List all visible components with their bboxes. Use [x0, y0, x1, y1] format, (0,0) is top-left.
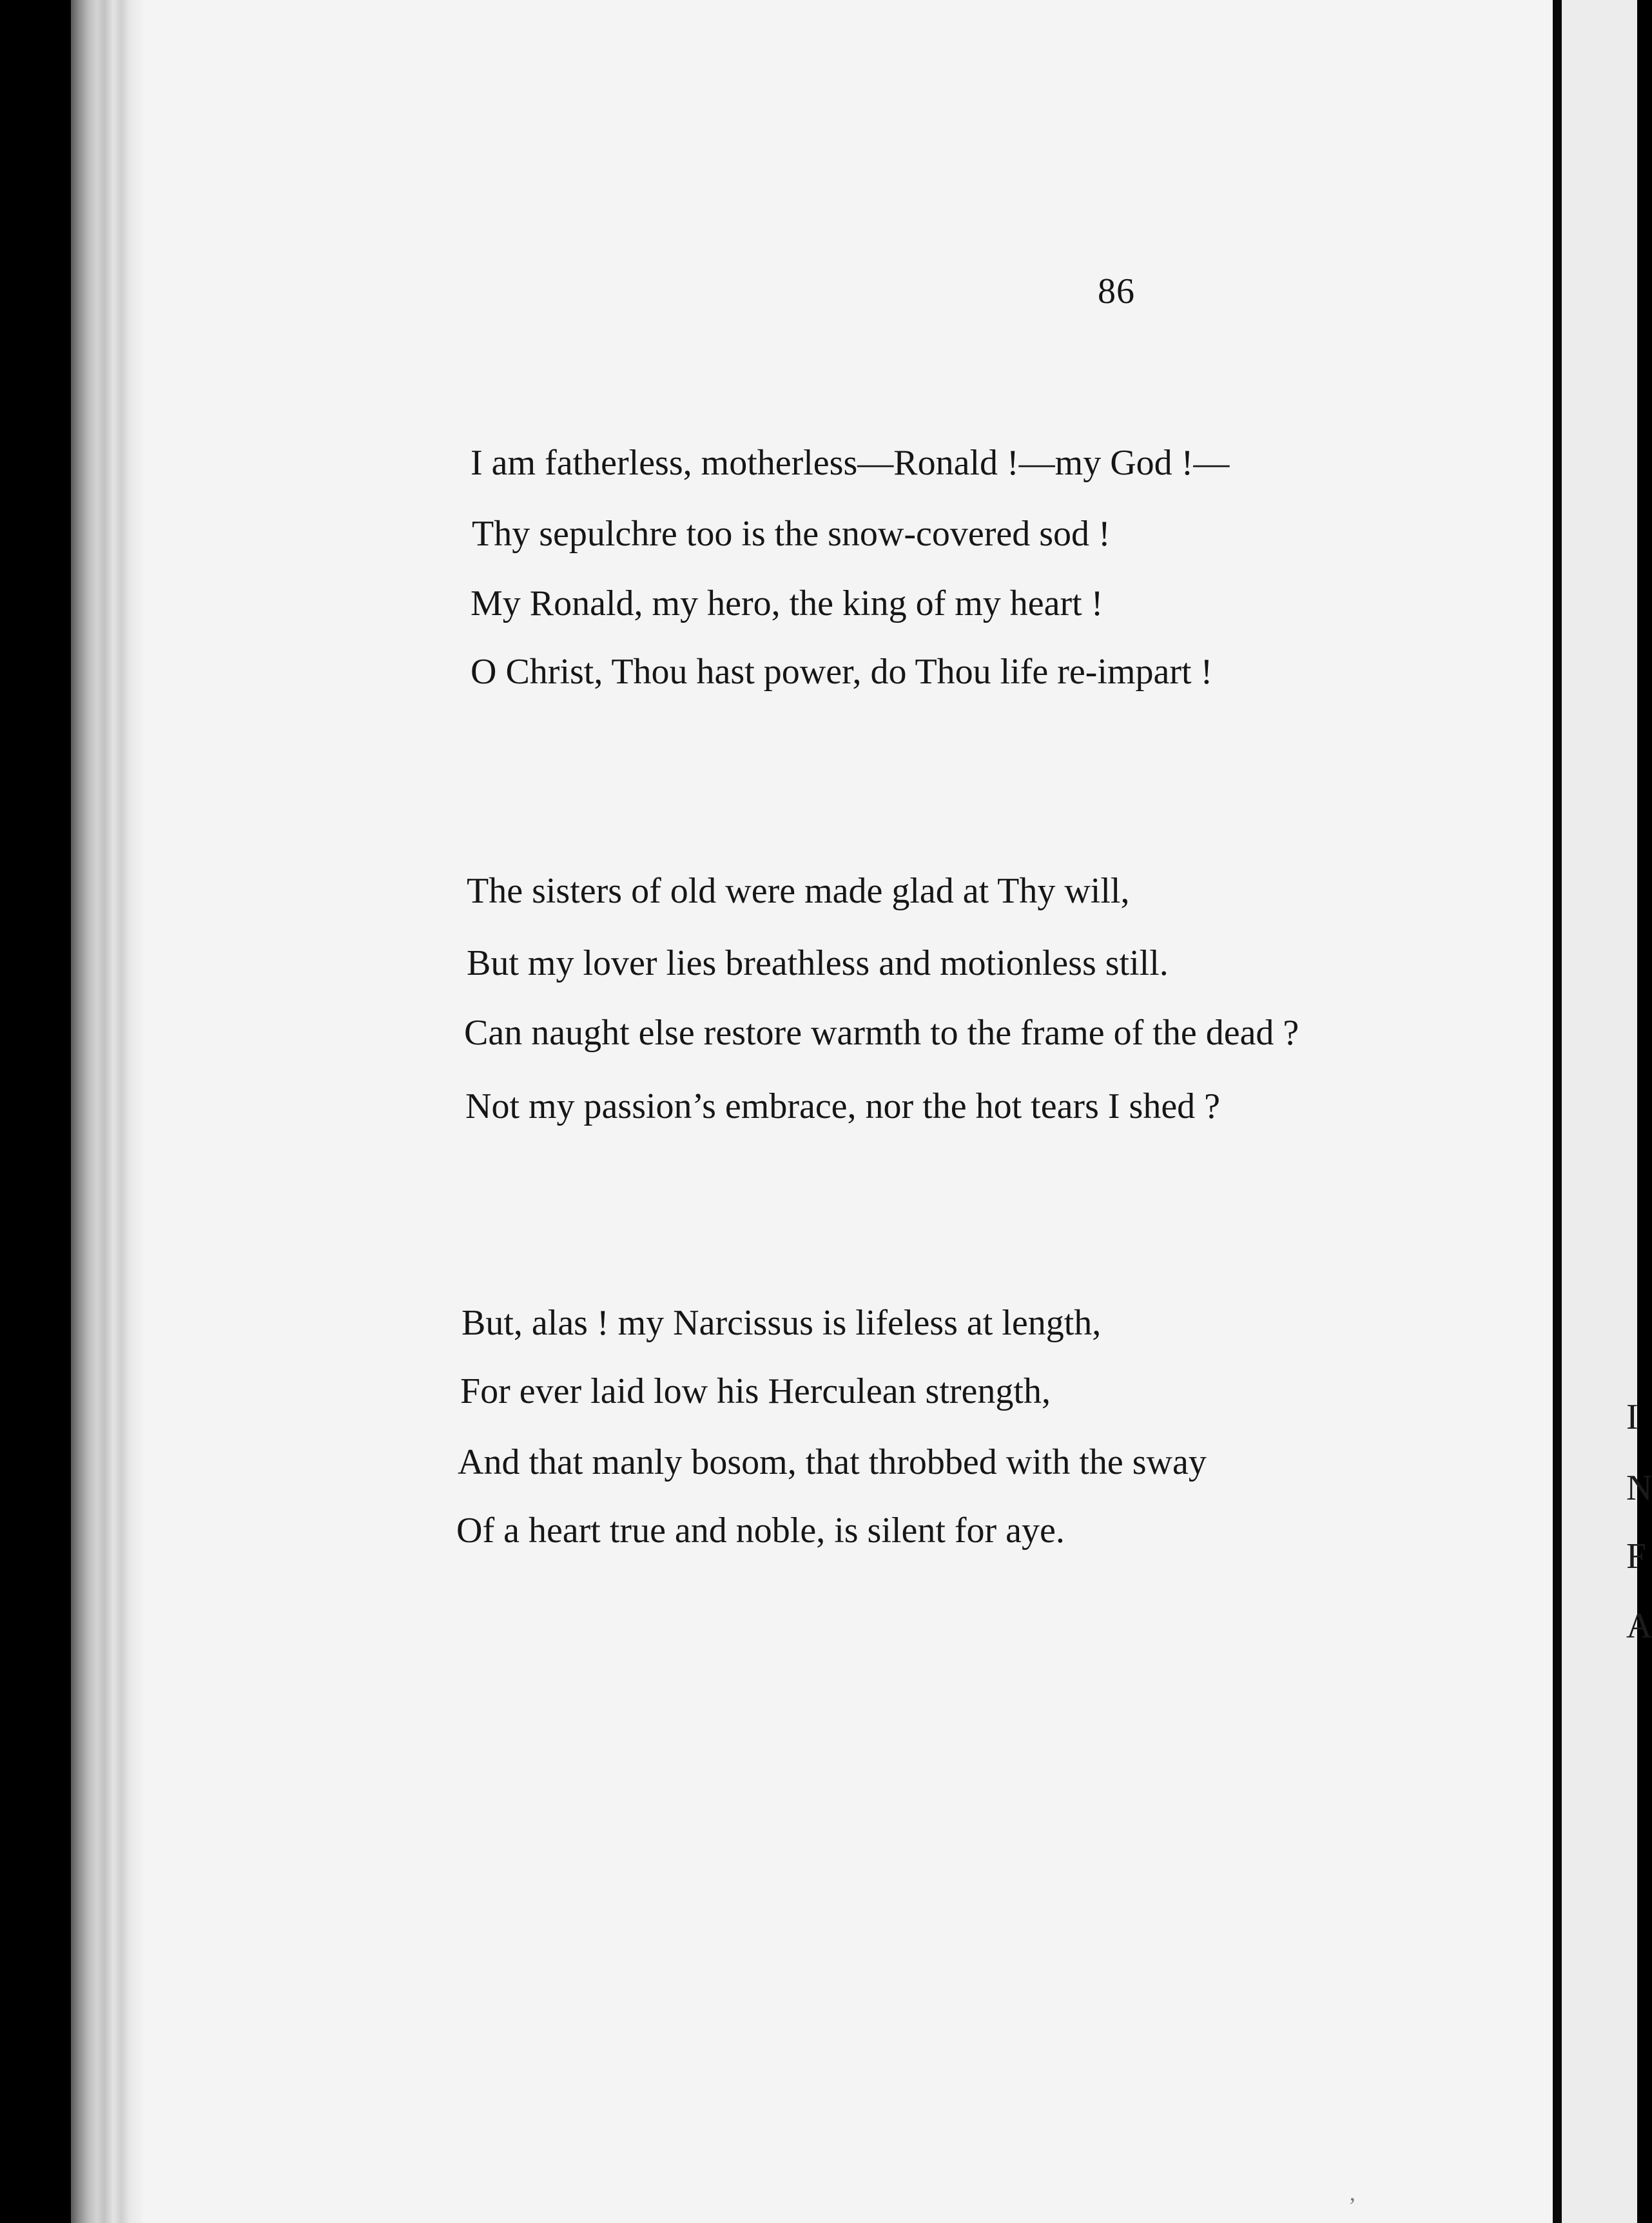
poem-line: But, alas ! my Narcissus is lifeless at length, [462, 1303, 1102, 1343]
poem-line: Not my passion’s embrace, nor the hot tears I shed ? [465, 1086, 1221, 1126]
poem-line: And that manly bosom, that throbbed with the sway [458, 1442, 1207, 1482]
next-page-letter: F [1626, 1536, 1647, 1576]
book-page-edges [71, 0, 143, 2223]
poem-line: I am fatherless, motherless—Ronald !—my God !— [471, 443, 1230, 483]
left-page [143, 0, 1553, 2223]
poem-line: For ever laid low his Herculean strength, [460, 1371, 1051, 1411]
poem-line: My Ronald, my hero, the king of my heart ! [471, 583, 1103, 623]
right-page-fragment [1562, 0, 1652, 2223]
poem-line: O Christ, Thou hast power, do Thou life re-impart ! [471, 652, 1213, 692]
next-page-letter: N [1626, 1468, 1652, 1508]
poem-line: Can naught else restore warmth to the frame of the dead ? [464, 1013, 1299, 1053]
poem-line: But my lover lies breathless and motionless still. [467, 943, 1169, 983]
next-page-letter: A [1626, 1606, 1652, 1646]
page-gutter [1553, 0, 1562, 2223]
next-page-letter: I [1626, 1397, 1638, 1437]
poem-line: Thy sepulchre too is the snow-covered sod ! [472, 514, 1111, 554]
page-number: 86 [1098, 271, 1135, 311]
poem-line: Of a heart true and noble, is silent for aye. [456, 1511, 1065, 1551]
print-speck: ’ [1348, 2193, 1356, 2218]
poem-line: The sisters of old were made glad at Thy will, [467, 871, 1130, 911]
